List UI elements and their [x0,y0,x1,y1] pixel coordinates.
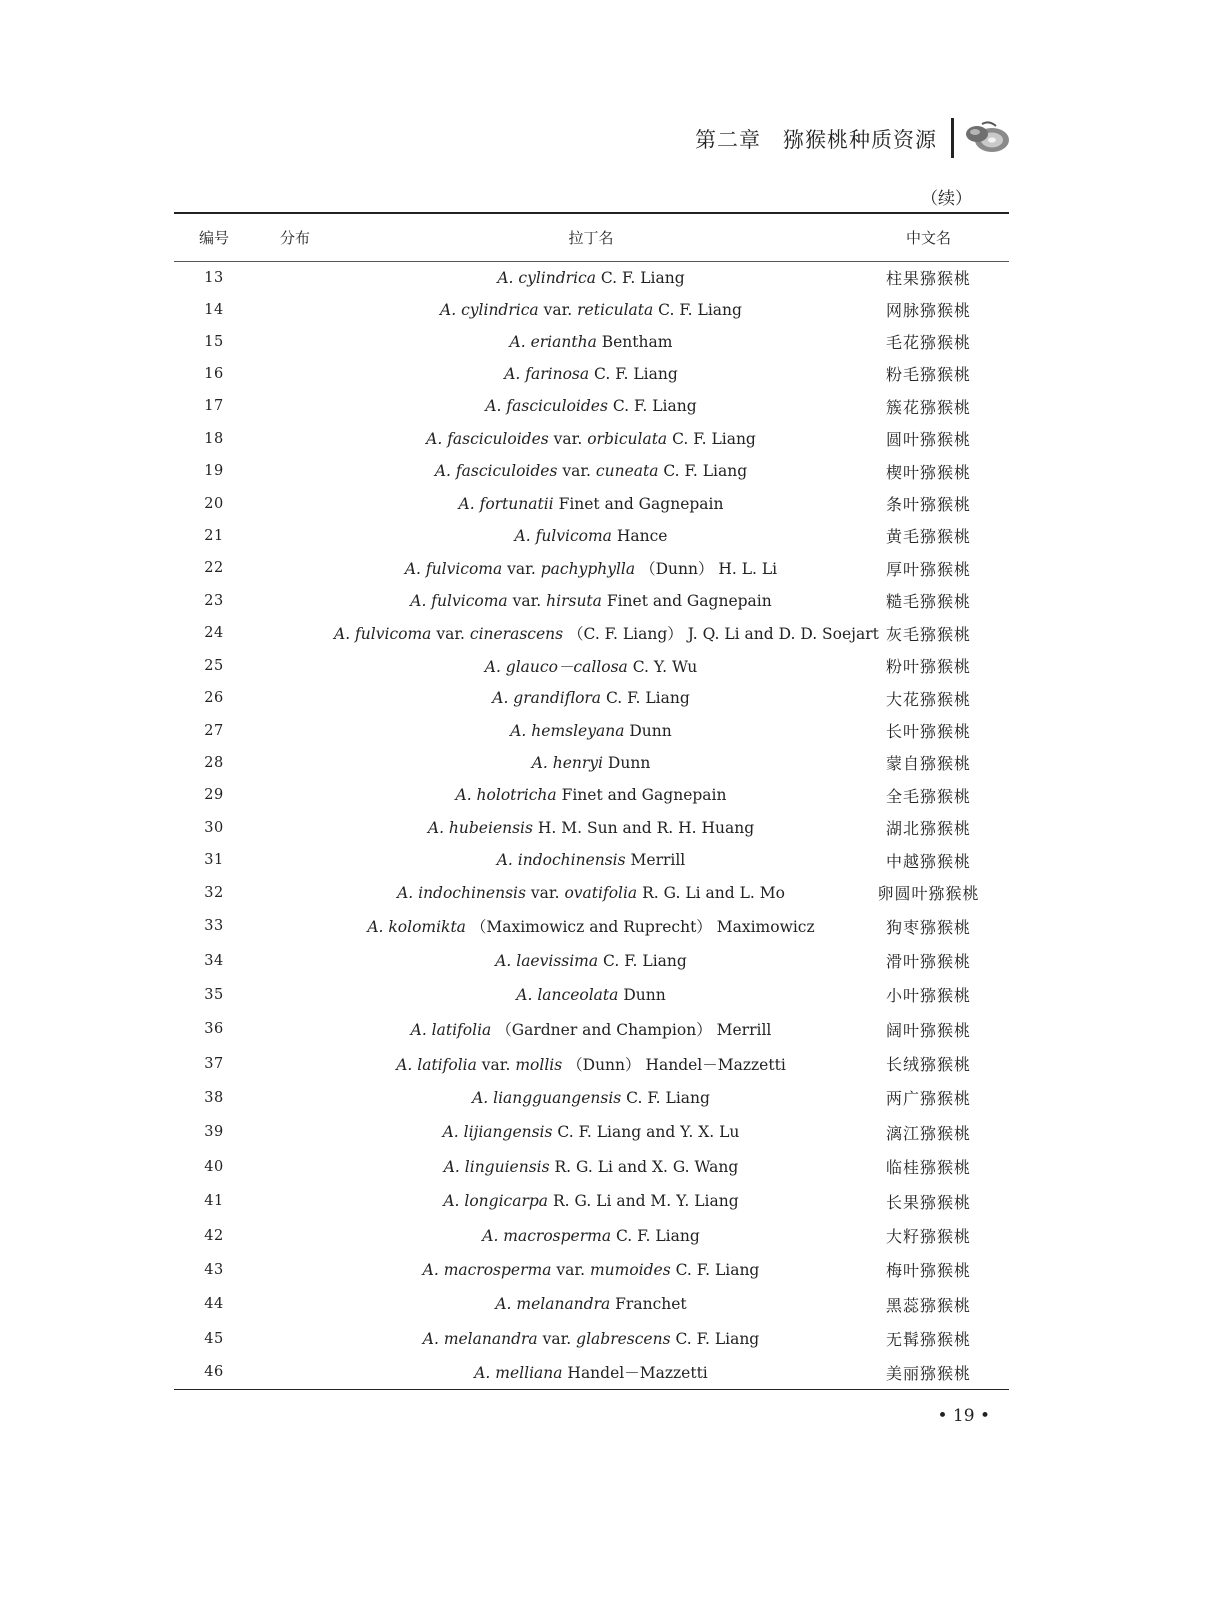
species-chinese-name: 大花猕猴桃 [885,689,971,709]
table-row [174,552,1009,585]
latin-plain-part: var. [537,1329,577,1348]
species-number: 46 [204,1364,224,1381]
species-chinese-name: 楔叶猕猴桃 [885,462,971,482]
species-chinese-name: 无髯猕猴桃 [885,1330,971,1349]
species-latin-name [334,978,848,1012]
species-number: 19 [204,463,224,479]
kiwifruit-logo-icon [962,120,1012,156]
species-latin-name [334,909,848,944]
species-distribution [254,1322,334,1356]
latin-italic-part: orbiculata [587,429,668,448]
species-number: 44 [204,1296,224,1312]
latin-plain-part: Finet and Gagnepain [556,786,727,804]
species-latin-name [334,944,848,978]
table-row [174,1081,1009,1115]
species-chinese-name: 小叶猕猴桃 [885,986,971,1005]
latin-plain-part: C. F. Liang [601,689,690,707]
header-divider [951,118,954,158]
latin-plain-part: （Dunn） H. L. Li [635,560,778,578]
species-chinese-name: 黑蕊猕猴桃 [885,1295,971,1315]
species-latin-name [334,1047,848,1081]
species-chinese-name: 粉毛猕猴桃 [885,365,971,384]
latin-plain-part: C. F. Liang [598,951,687,970]
table-row [174,262,1009,294]
species-number: 23 [204,592,224,609]
species-latin-name [334,617,879,650]
species-chinese-name: 柱果猕猴桃 [885,269,971,289]
species-number: 31 [204,852,224,868]
species-latin-name [334,358,848,390]
latin-plain-part: var. [548,429,588,448]
table-row [174,650,1009,682]
species-latin-name [334,779,848,812]
species-distribution [254,682,334,715]
latin-plain-part: （C. F. Liang） J. Q. Li and D. D. Soejart [563,625,879,643]
species-number: 22 [204,560,224,576]
species-number: 26 [204,690,224,706]
species-number: 24 [204,625,224,641]
species-distribution [254,488,334,520]
latin-italic-part: pachyphylla [540,560,636,578]
table-row [174,1253,1009,1287]
species-chinese-name: 阔叶猕猴桃 [885,1020,971,1040]
latin-italic-part: A. fulvicoma [514,526,612,545]
species-distribution [254,877,334,909]
latin-italic-part: A. grandiflora [492,689,602,707]
table-body [174,262,1009,1390]
species-number: 18 [204,430,224,447]
latin-italic-part: A. fulvicoma [410,591,508,610]
species-chinese-name: 网脉猕猴桃 [885,301,971,320]
species-distribution [254,326,334,358]
species-latin-name [334,877,848,909]
table-row [174,812,1009,844]
latin-plain-part: var. [551,1260,590,1279]
latin-italic-part: A. longicarpa [443,1192,549,1210]
latin-italic-part: A. fasciculoides [485,397,608,415]
latin-plain-part: （Dunn） Handel－Mazzetti [562,1055,786,1074]
species-latin-name [334,423,848,455]
species-latin-name [334,650,848,682]
species-number: 17 [204,398,224,414]
species-latin-name [334,1115,848,1150]
species-distribution [254,585,334,617]
species-chinese-name: 灰毛猕猴桃 [885,624,971,644]
species-number: 34 [204,952,224,969]
latin-plain-part: Handel－Mazzetti [562,1364,708,1383]
species-chinese-name: 毛花猕猴桃 [885,333,971,352]
table-row [174,779,1009,812]
chapter-title [695,124,937,154]
table-row [174,423,1009,455]
species-number: 30 [204,819,224,836]
latin-plain-part: var. [557,462,596,480]
latin-italic-part: A. fortunatii [458,494,554,513]
species-number: 43 [204,1261,224,1278]
column-header-distribution: 分布 [280,229,311,247]
latin-plain-part: C. F. Liang [595,268,685,287]
species-latin-name [334,1219,848,1253]
latin-plain-part: var. [525,883,565,902]
latin-plain-part: var. [431,625,470,643]
species-latin-name [334,390,848,423]
table-row [174,326,1009,358]
species-chinese-name: 全毛猕猴桃 [885,786,971,806]
species-chinese-name: 狗枣猕猴桃 [885,917,971,937]
species-number: 35 [204,986,224,1003]
species-number: 14 [204,301,224,318]
species-chinese-name: 长绒猕猴桃 [885,1055,971,1074]
latin-plain-part: Merrill [625,851,686,869]
latin-plain-part: C. F. Liang [611,1226,700,1245]
table-row [174,844,1009,877]
latin-italic-part: cinerascens [469,625,564,643]
species-latin-name [334,552,848,585]
latin-italic-part: A. indochinensis [397,883,526,902]
species-distribution [254,909,334,944]
latin-italic-part: A. latifolia [396,1055,477,1074]
table-row [174,455,1009,488]
species-distribution [254,423,334,455]
table-row [174,944,1009,978]
latin-plain-part: C. Y. Wu [627,657,698,676]
species-number: 36 [204,1021,224,1037]
latin-italic-part: A. fasciculoides [434,462,558,480]
species-chinese-name: 厚叶猕猴桃 [885,559,971,579]
species-distribution [254,812,334,844]
latin-plain-part: R. G. Li and L. Mo [637,883,785,902]
chapter-name: 猕猴桃种质资源 [783,128,937,152]
species-distribution [254,1253,334,1287]
species-latin-name [334,1287,848,1322]
species-chinese-name: 两广猕猴桃 [885,1089,971,1108]
latin-plain-part: Franchet [610,1295,687,1313]
column-header-chinese-name: 中文名 [905,229,951,247]
latin-italic-part: A. fulvicoma [404,560,503,578]
latin-italic-part: A. eriantha [509,332,597,351]
species-number: 16 [204,365,224,382]
species-chinese-name: 滑叶猕猴桃 [885,952,971,971]
latin-plain-part: C. F. Liang [653,300,742,319]
species-distribution [254,1219,334,1253]
species-distribution [254,390,334,423]
species-distribution [254,747,334,779]
species-latin-name [334,1322,848,1356]
species-distribution [254,779,334,812]
species-number: 38 [204,1089,224,1106]
species-distribution [254,1012,334,1047]
species-chinese-name: 粉叶猕猴桃 [885,657,971,676]
species-chinese-name: 长果猕猴桃 [885,1192,971,1212]
species-number: 20 [204,495,224,512]
table-row [174,909,1009,944]
species-chinese-name: 美丽猕猴桃 [885,1363,971,1383]
table-row [174,747,1009,779]
species-chinese-name: 长叶猕猴桃 [885,722,971,741]
latin-plain-part: C. F. Liang [670,1329,760,1348]
latin-plain-part: （Gardner and Champion） Merrill [491,1021,772,1039]
latin-italic-part: A. fulvicoma [334,625,432,643]
species-number: 15 [204,333,224,350]
species-distribution [254,1081,334,1115]
species-distribution [254,844,334,877]
table-row [174,1356,1009,1390]
latin-plain-part: C. F. Liang [670,1260,760,1279]
species-number: 41 [204,1193,224,1209]
latin-italic-part: A. lanceolata [516,985,619,1004]
species-number: 37 [204,1055,224,1072]
latin-italic-part: A. melliana [474,1364,563,1383]
latin-plain-part: var. [502,560,541,578]
latin-italic-part: A. lijiangensis [442,1123,553,1141]
species-latin-name [334,812,848,844]
latin-plain-part: var. [507,591,547,610]
species-latin-name [334,1012,848,1047]
latin-italic-part: A. macrosperma [422,1260,552,1279]
table-row [174,390,1009,423]
species-distribution [254,520,334,552]
species-number: 40 [204,1158,224,1175]
species-table [174,212,1009,1390]
latin-italic-part: A. farinosa [504,364,590,383]
latin-plain-part: C. F. Liang [667,429,756,448]
species-number: 13 [204,269,224,286]
latin-italic-part: A. hemsleyana [510,721,625,740]
column-header-latin-name: 拉丁名 [568,229,614,247]
species-latin-name [334,488,848,520]
column-header-number: 编号 [198,229,229,247]
species-distribution [254,617,334,650]
table-row [174,1012,1009,1047]
table-row [174,1150,1009,1184]
species-latin-name [334,844,848,877]
species-number: 25 [204,657,224,674]
latin-italic-part: A. cylindrica [497,268,596,287]
running-header [0,118,1205,164]
species-chinese-name: 湖北猕猴桃 [885,819,971,838]
table-row [174,682,1009,715]
table-header-row [174,213,1009,262]
species-distribution [254,1115,334,1150]
species-number: 33 [204,918,224,934]
species-latin-name [334,1184,848,1219]
latin-plain-part: R. G. Li and X. G. Wang [549,1157,739,1176]
latin-italic-part: A. fasciculoides [426,429,549,448]
table-row [174,358,1009,390]
continued-label: （续） [921,189,972,209]
table-row [174,877,1009,909]
latin-plain-part: var. [538,300,578,319]
species-chinese-name: 圆叶猕猴桃 [885,430,971,449]
species-distribution [254,294,334,326]
latin-italic-part: cuneata [595,462,659,480]
latin-plain-part: C. F. Liang [658,462,748,480]
species-number: 42 [204,1227,224,1244]
latin-italic-part: A. laevissima [495,951,599,970]
species-number: 21 [204,527,224,544]
latin-italic-part: A. liangguangensis [472,1088,622,1107]
table-row [174,1184,1009,1219]
species-table-container [174,212,1009,1390]
species-latin-name [334,294,848,326]
species-distribution [254,650,334,682]
latin-plain-part: Dunn [603,753,651,772]
latin-plain-part: Dunn [624,721,672,740]
latin-plain-part: C. F. Liang and Y. X. Lu [552,1123,740,1141]
species-distribution [254,978,334,1012]
latin-plain-part: Hance [611,526,668,545]
latin-italic-part: ovatifolia [564,883,638,902]
species-distribution [254,1356,334,1390]
table-row [174,1047,1009,1081]
species-distribution [254,1150,334,1184]
species-number: 28 [204,754,224,771]
latin-plain-part: R. G. Li and M. Y. Liang [548,1192,739,1210]
species-number: 39 [204,1124,224,1140]
latin-italic-part: A. henryi [531,753,603,772]
table-row [174,978,1009,1012]
latin-plain-part: C. F. Liang [589,364,678,383]
species-latin-name [334,715,848,747]
species-distribution [254,552,334,585]
latin-plain-part: Finet and Gagnepain [601,591,772,610]
latin-plain-part: Finet and Gagnepain [553,494,724,513]
species-chinese-name: 黄毛猕猴桃 [885,527,971,546]
species-number: 29 [204,787,224,803]
species-latin-name [334,455,848,488]
species-chinese-name: 梅叶猕猴桃 [885,1261,971,1280]
latin-italic-part: A. indochinensis [496,851,626,869]
species-latin-name [334,326,848,358]
latin-plain-part: （Maximowicz and Ruprecht） Maximowicz [465,918,815,936]
table-row [174,1287,1009,1322]
latin-plain-part: var. [476,1055,516,1074]
latin-italic-part: glabrescens [576,1329,671,1348]
latin-italic-part: mumoides [589,1260,671,1279]
species-chinese-name: 大籽猕猴桃 [885,1227,971,1246]
species-distribution [254,1047,334,1081]
species-chinese-name: 簇花猕猴桃 [885,397,971,417]
species-number: 45 [204,1330,224,1347]
species-latin-name [334,262,848,294]
species-distribution [254,1287,334,1322]
species-latin-name [334,1150,848,1184]
latin-plain-part: H. M. Sun and R. H. Huang [532,818,755,837]
latin-italic-part: A. cylindrica [440,300,539,319]
species-number: 27 [204,722,224,739]
table-row [174,617,1009,650]
latin-italic-part: A. hubeiensis [427,818,533,837]
species-chinese-name: 临桂猕猴桃 [885,1158,971,1177]
species-distribution [254,358,334,390]
species-latin-name [334,747,848,779]
species-latin-name [334,585,848,617]
chapter-number: 第二章 [695,128,761,152]
latin-plain-part: Dunn [618,985,666,1004]
latin-italic-part: A. latifolia [410,1021,492,1039]
species-chinese-name: 蒙自猕猴桃 [885,754,971,773]
species-latin-name [334,682,848,715]
latin-italic-part: A. linguiensis [443,1157,550,1176]
table-row [174,715,1009,747]
latin-italic-part: A. kolomikta [367,918,466,936]
species-chinese-name: 中越猕猴桃 [885,851,971,871]
species-latin-name [334,520,848,552]
latin-italic-part: A. melanandra [495,1295,611,1313]
species-distribution [254,1184,334,1219]
table-row [174,294,1009,326]
species-chinese-name: 漓江猕猴桃 [885,1123,971,1143]
table-row [174,1322,1009,1356]
latin-italic-part: A. holotricha [455,786,557,804]
latin-italic-part: mollis [515,1055,563,1074]
species-chinese-name: 条叶猕猴桃 [885,495,971,514]
latin-italic-part: A. macrosperma [482,1226,612,1245]
species-latin-name [334,1081,848,1115]
species-latin-name [334,1253,848,1287]
table-row [174,520,1009,552]
species-latin-name [334,1356,848,1390]
species-chinese-name: 糙毛猕猴桃 [885,592,971,611]
species-distribution [254,944,334,978]
table-row [174,488,1009,520]
latin-italic-part: A. melanandra [422,1329,538,1348]
page-number: • 19 • [937,1406,990,1426]
latin-italic-part: hirsuta [546,591,602,610]
latin-italic-part: A. glauco－callosa [484,657,628,676]
latin-plain-part: C. F. Liang [607,397,697,415]
species-distribution [254,715,334,747]
latin-plain-part: C. F. Liang [621,1088,710,1107]
table-row [174,1219,1009,1253]
table-row [174,585,1009,617]
species-number: 32 [204,884,224,901]
latin-plain-part: Bentham [596,332,673,351]
latin-italic-part: reticulata [577,300,654,319]
table-row [174,1115,1009,1150]
species-distribution [254,455,334,488]
species-distribution [254,262,334,294]
species-chinese-name: 卵圆叶猕猴桃 [877,884,980,903]
